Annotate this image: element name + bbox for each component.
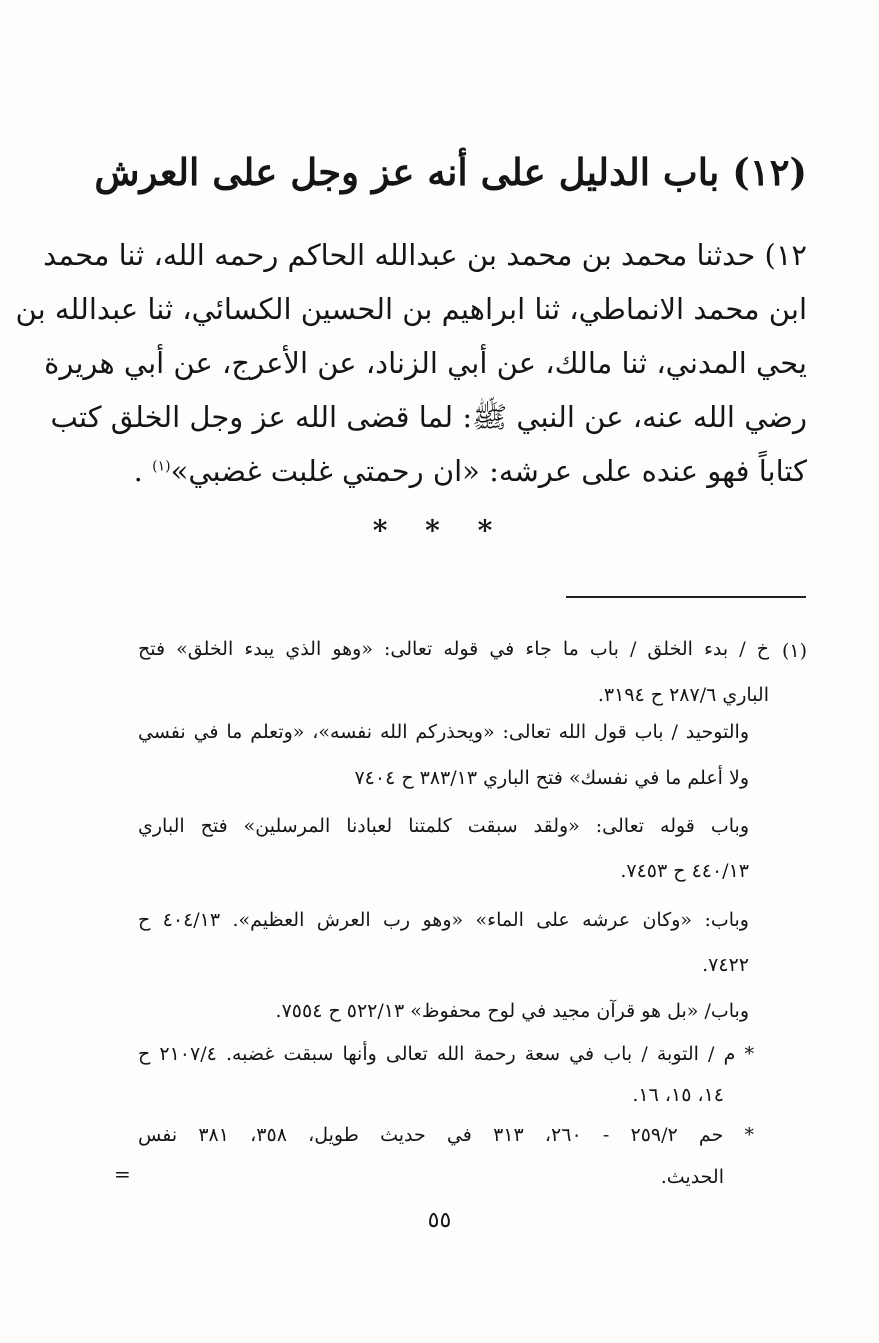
footnote-line: ولا أعلم ما في نفسك» فتح الباري ٣٨٣/١٣ ح ٧٤٠٤ (354, 767, 749, 789)
footnote-line: وباب/ «بل هو قرآن مجيد في لوح محفوظ» ٥٢٢/١٣ ح ٧٥٥٤. (275, 1000, 749, 1022)
footnote-line: ٧٤٢٢. (702, 954, 749, 976)
footnote-line: خ / بدء الخلق / باب ما جاء في قوله تعالى: «وهو الذي يبدء الخلق» فتح (138, 638, 769, 660)
chapter-title: (١٢) باب الدليل على أنه عز وجل على العرش (94, 150, 807, 194)
continuation-mark: = (114, 1162, 131, 1186)
footnote-line: الحديث. (660, 1166, 724, 1188)
hadith-last-line (133, 454, 807, 488)
footnote-line: والتوحيد / باب قول الله تعالى: «ويحذركم الله نفسه»، «وتعلم ما في نفسي (138, 721, 749, 743)
footnote-line: وباب: «وكان عرشه على الماء» «وهو رب العرش العظيم». ٤٠٤/١٣ ح (138, 909, 749, 931)
footnote-line: * حم ٢٥٩/٢ - ٢٦٠، ٣١٣ في حديث طويل، ٣٥٨، ٣٨١ نفس (138, 1124, 755, 1146)
page-number: ٥٥ (427, 1208, 452, 1233)
footnote-line: ١٤، ١٥، ١٦. (632, 1084, 724, 1106)
footnote-number: (١) (781, 640, 807, 662)
footnote-reference[interactable]: (١) (152, 458, 171, 475)
hadith-line: ١٢) حدثنا محمد بن محمد بن عبدالله الحاكم رحمه الله، ثنا محمد (43, 238, 807, 272)
hadith-end: . (133, 454, 153, 488)
hadith-line: يحي المدني، ثنا مالك، عن أبي الزناد، عن الأعرج، عن أبي هريرة (44, 346, 807, 380)
footnote-divider (566, 596, 806, 598)
footnote-line: وباب قوله تعالى: «ولقد سبقت كلمتنا لعبادنا المرسلين» فتح الباري (138, 815, 749, 837)
footnote-line: * م / التوبة / باب في سعة رحمة الله تعالى وأنها سبقت غضبه. ٢١٠٧/٤ ح (138, 1043, 754, 1065)
footnote-line: ٤٤٠/١٣ ح ٧٤٥٣. (620, 860, 749, 882)
footnote-line: الباري ٢٨٧/٦ ح ٣١٩٤. (597, 684, 769, 706)
section-separator: * * * (372, 514, 507, 547)
hadith-text: كتاباً فهو عنده على عرشه: «ان رحمتي غلبت غضبي» (170, 454, 807, 488)
hadith-line: ابن محمد الانماطي، ثنا ابراهيم بن الحسين الكسائي، ثنا عبدالله بن (15, 292, 807, 326)
hadith-line: رضي الله عنه، عن النبي ﷺ: لما قضى الله عز وجل الخلق كتب (50, 400, 807, 434)
